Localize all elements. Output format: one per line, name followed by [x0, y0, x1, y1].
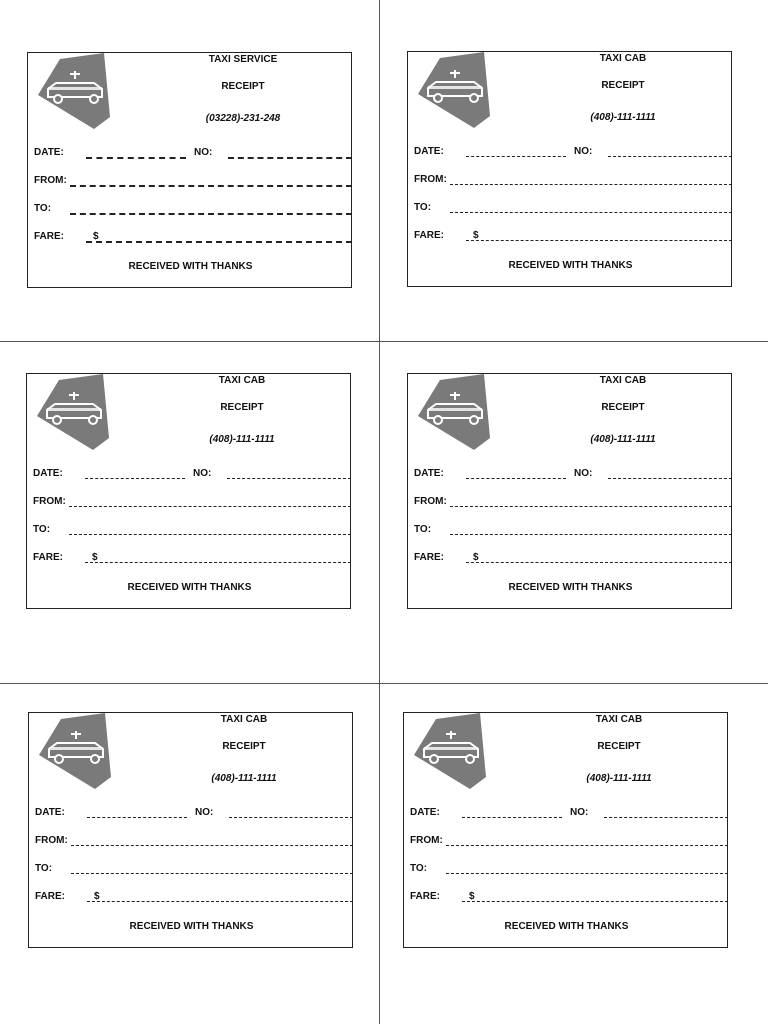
vertical-cut-line	[379, 0, 380, 1024]
date-line	[87, 817, 187, 818]
to-label: TO:	[410, 863, 428, 874]
from-line	[71, 845, 353, 846]
fare-line	[466, 562, 732, 563]
no-line	[229, 817, 353, 818]
to-label: TO:	[34, 203, 52, 214]
taxi-logo-icon	[34, 53, 112, 133]
from-line	[450, 506, 732, 507]
from-label: FROM:	[414, 496, 447, 507]
receipt-subtitle: RECEIPT	[601, 80, 645, 91]
receipt-subtitle: RECEIPT	[220, 402, 264, 413]
from-line	[450, 184, 732, 185]
to-label: TO:	[33, 524, 51, 535]
to-line	[446, 873, 728, 874]
fare-label: FARE:	[414, 552, 444, 563]
receipt-title: TAXI SERVICE	[208, 54, 278, 65]
from-label: FROM:	[34, 175, 67, 186]
fare-label: FARE:	[33, 552, 63, 563]
from-label: FROM:	[410, 835, 443, 846]
no-label: NO:	[193, 468, 212, 479]
no-label: NO:	[574, 468, 593, 479]
receipt-card	[407, 51, 732, 287]
no-line	[604, 817, 728, 818]
to-line	[450, 534, 732, 535]
fare-label: FARE:	[410, 891, 440, 902]
no-line	[608, 156, 732, 157]
fare-label: FARE:	[34, 231, 64, 242]
date-label: DATE:	[410, 807, 440, 818]
to-line	[71, 873, 353, 874]
receipt-subtitle: RECEIPT	[601, 402, 645, 413]
no-label: NO:	[570, 807, 589, 818]
taxi-logo-icon	[35, 713, 113, 793]
currency-symbol: $	[94, 891, 100, 902]
receipt-footer: RECEIVED WITH THANKS	[127, 582, 252, 593]
no-label: NO:	[194, 147, 213, 158]
fare-line	[86, 241, 352, 243]
horizontal-cut-line-2	[0, 683, 768, 684]
no-line	[228, 157, 352, 159]
from-label: FROM:	[33, 496, 66, 507]
receipt-title: TAXI CAB	[218, 375, 266, 386]
receipt-card	[26, 373, 351, 609]
taxi-logo-icon	[414, 52, 492, 132]
receipt-card	[27, 52, 352, 288]
no-line	[608, 478, 732, 479]
date-label: DATE:	[34, 147, 64, 158]
receipt-title: TAXI CAB	[599, 53, 647, 64]
horizontal-cut-line-1	[0, 341, 768, 342]
phone-number: (408)-111-1111	[586, 773, 652, 784]
date-label: DATE:	[35, 807, 65, 818]
currency-symbol: $	[93, 231, 99, 242]
phone-number: (03228)-231-248	[205, 113, 281, 124]
phone-number: (408)-111-1111	[590, 434, 656, 445]
receipt-footer: RECEIVED WITH THANKS	[504, 921, 629, 932]
date-line	[86, 157, 186, 159]
fare-line	[466, 240, 732, 241]
fare-line	[87, 901, 353, 902]
receipt-subtitle: RECEIPT	[597, 741, 641, 752]
date-line	[466, 156, 566, 157]
date-line	[466, 478, 566, 479]
from-line	[70, 185, 352, 187]
date-label: DATE:	[33, 468, 63, 479]
taxi-logo-icon	[414, 374, 492, 454]
no-label: NO:	[195, 807, 214, 818]
receipt-footer: RECEIVED WITH THANKS	[128, 261, 253, 272]
receipt-footer: RECEIVED WITH THANKS	[129, 921, 254, 932]
no-label: NO:	[574, 146, 593, 157]
receipt-subtitle: RECEIPT	[222, 741, 266, 752]
receipt-title: TAXI CAB	[595, 714, 643, 725]
date-line	[462, 817, 562, 818]
receipt-subtitle: RECEIPT	[221, 81, 265, 92]
receipt-card	[407, 373, 732, 609]
receipt-footer: RECEIVED WITH THANKS	[508, 582, 633, 593]
fare-line	[85, 562, 351, 563]
phone-number: (408)-111-1111	[209, 434, 275, 445]
to-line	[69, 534, 351, 535]
phone-number: (408)-111-1111	[211, 773, 277, 784]
to-label: TO:	[414, 524, 432, 535]
to-line	[450, 212, 732, 213]
date-line	[85, 478, 185, 479]
receipt-footer: RECEIVED WITH THANKS	[508, 260, 633, 271]
receipt-title: TAXI CAB	[599, 375, 647, 386]
from-line	[69, 506, 351, 507]
from-line	[446, 845, 728, 846]
currency-symbol: $	[473, 230, 479, 241]
to-label: TO:	[35, 863, 53, 874]
date-label: DATE:	[414, 468, 444, 479]
no-line	[227, 478, 351, 479]
from-label: FROM:	[35, 835, 68, 846]
to-line	[70, 213, 352, 215]
fare-label: FARE:	[414, 230, 444, 241]
currency-symbol: $	[473, 552, 479, 563]
currency-symbol: $	[469, 891, 475, 902]
phone-number: (408)-111-1111	[590, 112, 656, 123]
taxi-logo-icon	[33, 374, 111, 454]
to-label: TO:	[414, 202, 432, 213]
receipt-card	[403, 712, 728, 948]
currency-symbol: $	[92, 552, 98, 563]
receipt-card	[28, 712, 353, 948]
receipt-title: TAXI CAB	[220, 714, 268, 725]
date-label: DATE:	[414, 146, 444, 157]
from-label: FROM:	[414, 174, 447, 185]
fare-line	[462, 901, 728, 902]
taxi-logo-icon	[410, 713, 488, 793]
fare-label: FARE:	[35, 891, 65, 902]
